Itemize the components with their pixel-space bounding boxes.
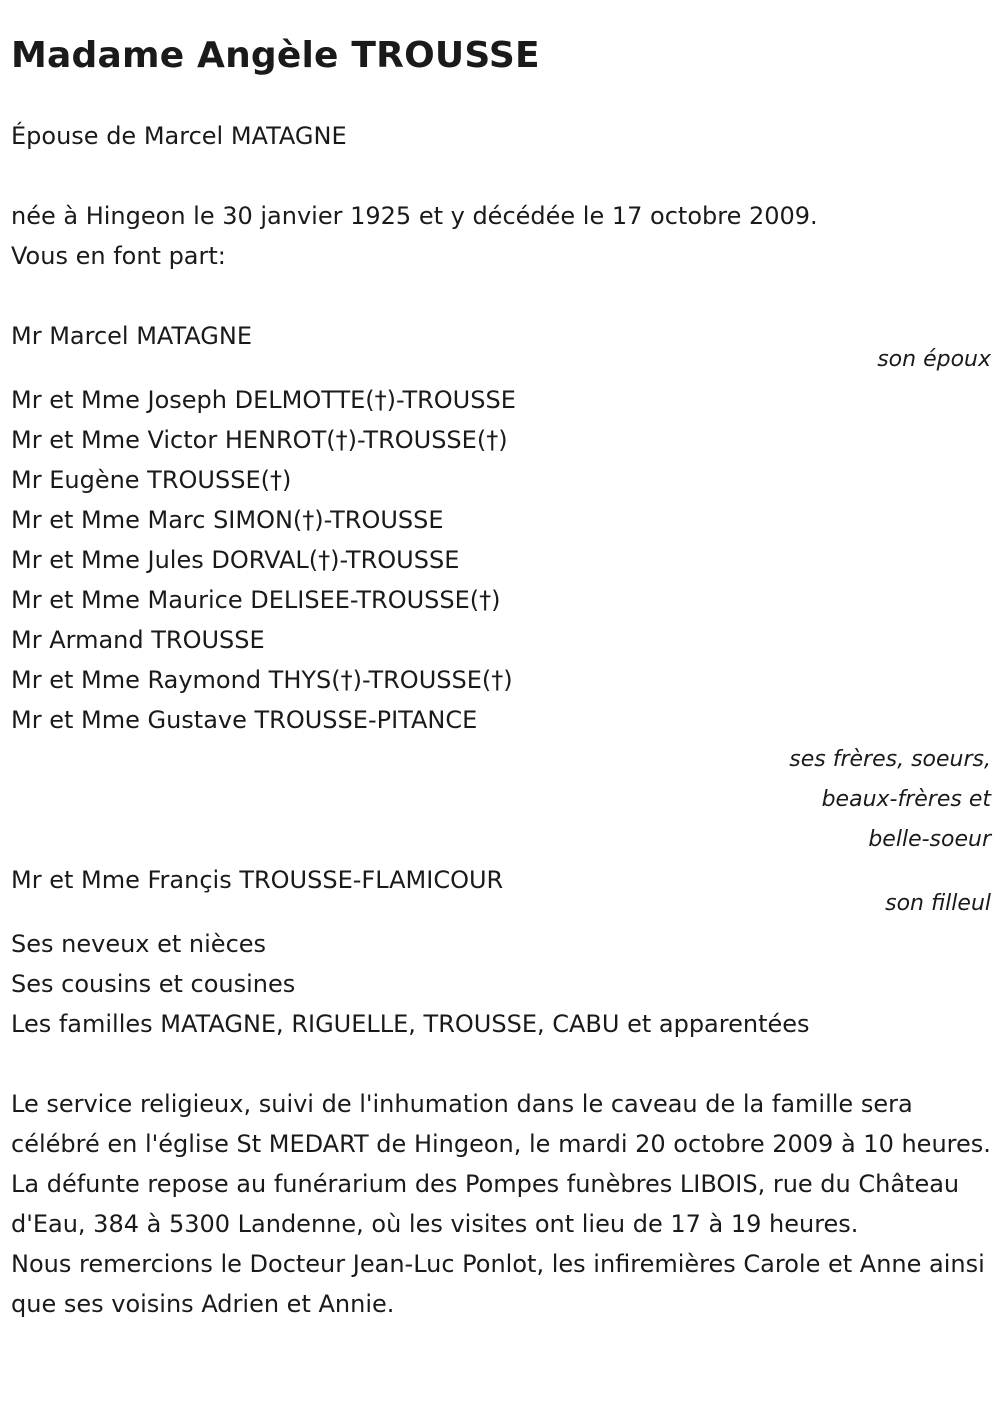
role-spouse: son époux [877, 347, 991, 372]
birth-death-line: née à Hingeon le 30 janvier 1925 et y décédée le 17 octobre 2009. [11, 202, 818, 230]
role-siblings: beaux-frères et [821, 787, 991, 812]
mourner-sibling: Mr et Mme Maurice DELISEE-TROUSSE(†) [11, 586, 501, 614]
spouse-line: Épouse de Marcel MATAGNE [11, 122, 347, 150]
mourner-other: Ses neveux et nièces [11, 930, 267, 958]
role-siblings: ses frères, soeurs, [789, 747, 991, 772]
mourner-spouse: Mr Marcel MATAGNE [11, 322, 252, 350]
mourner-sibling: Mr et Mme Joseph DELMOTTE(†)-TROUSSE [11, 386, 516, 414]
mourner-sibling: Mr et Mme Victor HENROT(†)-TROUSSE(†) [11, 426, 508, 454]
mourner-sibling: Mr et Mme Raymond THYS(†)-TROUSSE(†) [11, 666, 513, 694]
spacer [11, 156, 991, 196]
service-paragraph: Le service religieux, suivi de l'inhumation dans le caveau de la famille sera célébré en l'église St MEDART de Hingeon, le mardi 20 octobre 2009 à 10 heures. [11, 1090, 991, 1158]
deceased-name-title: Madame Angèle TROUSSE [11, 35, 540, 76]
thanks-paragraph: Nous remercions le Docteur Jean-Luc Ponlot, les infiremières Carole et Anne ainsi que ses voisins Adrien et Annie. [11, 1250, 985, 1318]
role-siblings: belle-soeur [868, 827, 991, 852]
role-godson: son filleul [885, 891, 991, 916]
mourner-godson: Mr et Mme Françis TROUSSE-FLAMICOUR [11, 866, 504, 894]
obituary-page [11, 0, 991, 1324]
mourner-other: Ses cousins et cousines [11, 970, 296, 998]
mourner-sibling: Mr et Mme Gustave TROUSSE-PITANCE [11, 706, 478, 734]
mourner-sibling: Mr Eugène TROUSSE(†) [11, 466, 292, 494]
mourner-sibling: Mr et Mme Jules DORVAL(†)-TROUSSE [11, 546, 460, 574]
mourner-other: Les familles MATAGNE, RIGUELLE, TROUSSE, CABU et apparentées [11, 1010, 810, 1038]
spacer [11, 1044, 991, 1084]
funerarium-paragraph: La défunte repose au funérarium des Pompes funèbres LIBOIS, rue du Château d'Eau, 384 à 5300 Landenne, où les visites ont lieu de 17 à 19 heures. [11, 1170, 960, 1238]
announce-line: Vous en font part: [11, 242, 226, 270]
mourner-sibling: Mr Armand TROUSSE [11, 626, 265, 654]
mourner-sibling: Mr et Mme Marc SIMON(†)-TROUSSE [11, 506, 444, 534]
spacer [11, 276, 991, 316]
spacer [11, 76, 991, 116]
